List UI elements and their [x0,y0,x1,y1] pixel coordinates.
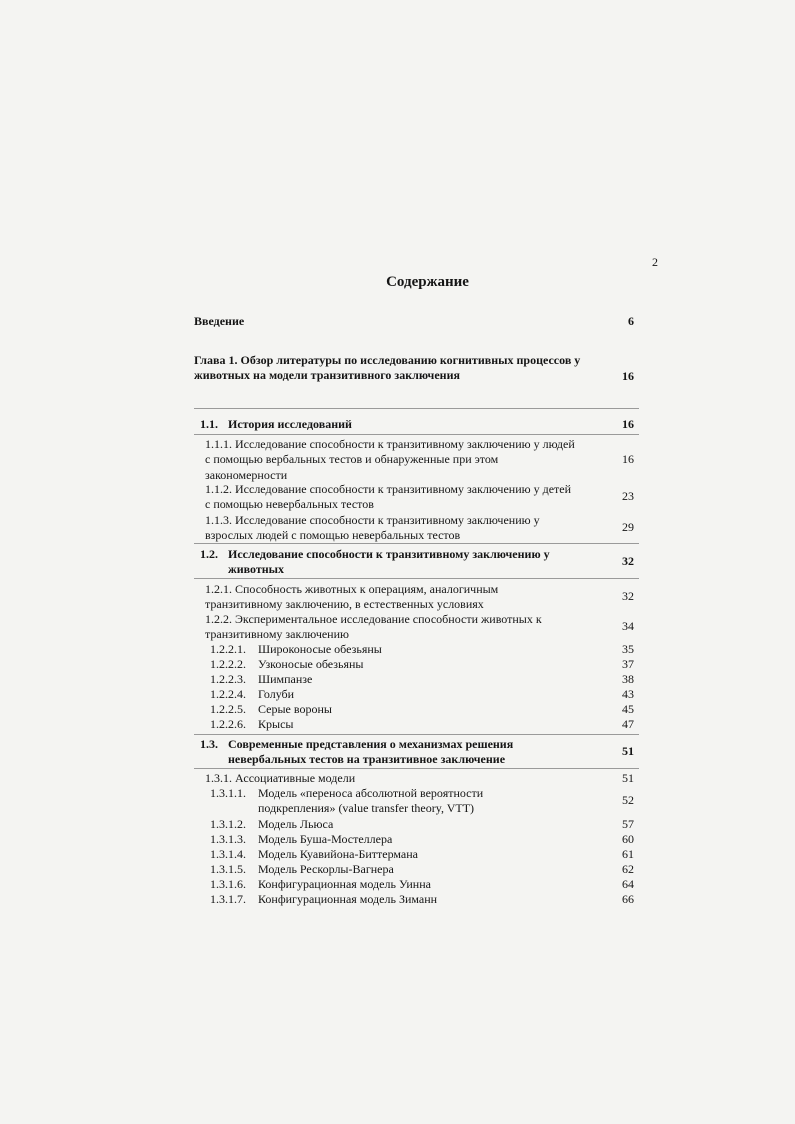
toc-entry-page: 62 [622,862,634,876]
toc-entry-text [205,771,355,786]
toc-entry-number: 1.3.1.2. [210,817,246,831]
toc-entry-number: 1.2.2.6. [210,717,246,731]
toc-entry-page: 32 [622,554,634,568]
toc-entry-page: 64 [622,877,634,891]
toc-entry-text: Голуби [258,687,295,701]
toc-entry-page: 35 [622,642,634,656]
section-divider [194,768,639,769]
toc-entry-number: 1.2.2. [205,612,232,626]
toc-entry-number: 1.1.3. [205,513,232,527]
toc-entry-number: 1.3. [200,737,218,751]
section-divider [194,578,639,579]
toc-entry-text-body: Экспериментальное исследование способности животных к транзитивному заключению [205,612,542,642]
toc-entry-text [205,513,575,544]
toc-entry-text: Современные представления о механизмах решения невербальных тестов на транзитивное заключение [228,737,514,767]
toc-entry-page: 16 [622,369,634,383]
page-number: 2 [652,255,658,269]
toc-entry-text-body: Исследование способности к транзитивному заключению у людей с помощью вербальных тестов и обнаруженные при этом закономерности [205,437,575,482]
toc-entry-page: 52 [622,793,634,807]
toc-entry-number: 1.3.1.5. [210,862,246,876]
toc-entry-page: 61 [622,847,634,861]
toc-entry-number: 1.3.1. [205,771,232,785]
toc-entry-number: 1.1. [200,417,218,431]
toc-entry-text-body: Исследование способности к транзитивному заключению у взрослых людей с помощью невербальных тестов [205,513,540,543]
toc-entry-page: 51 [622,771,634,785]
toc-entry-number: 1.2.1. [205,582,232,596]
toc-entry-text: Шимпанзе [258,672,313,686]
toc-entry-text: Введение [194,314,245,328]
toc-entry-text: Конфигурационная модель Уинна [258,877,431,891]
toc-entry-text: Конфигурационная модель Зиманн [258,892,438,906]
toc-entry-text [205,482,575,513]
toc-entry-page: 16 [622,417,634,431]
toc-entry-text: Крысы [258,717,294,731]
toc-entry-text-body: Способность животных к операциям, аналогичным транзитивному заключению, в естественных условиях [205,582,499,612]
toc-entry-text: Узконосые обезьяны [258,657,364,671]
toc-entry-text: Модель Буша-Мостеллера [258,832,393,846]
toc-entry-page: 23 [622,489,634,503]
toc-entry-page: 66 [622,892,634,906]
toc-entry-text: Серые вороны [258,702,332,716]
toc-entry-page: 6 [628,314,634,328]
toc-entry-page: 16 [622,452,634,466]
section-divider [194,408,639,409]
toc-entry-text: Широконосые обезьяны [258,642,382,656]
toc-entry-number: 1.2.2.1. [210,642,246,656]
toc-entry-page: 38 [622,672,634,686]
toc-entry-text: Исследование способности к транзитивному заключению у животных [228,547,550,577]
toc-entry-page: 60 [622,832,634,846]
toc-entry-number: 1.3.1.7. [210,892,246,906]
section-divider [194,434,639,435]
toc-title: Содержание [386,274,469,290]
toc-entry-number: 1.3.1.1. [210,786,246,800]
toc-entry-text [205,612,575,643]
toc-entry-number: 1.3.1.3. [210,832,246,846]
toc-entry-number: 1.3.1.4. [210,847,246,861]
toc-entry-number: 1.2.2.2. [210,657,246,671]
toc-entry-page: 43 [622,687,634,701]
toc-entry-text: Модель Куавийона-Биттермана [258,847,418,861]
toc-entry-text-body: Исследование способности к транзитивному заключению у детей с помощью невербальных тестов [205,482,572,512]
toc-entry-number: 1.2. [200,547,218,561]
section-divider [194,734,639,735]
toc-entry-page: 32 [622,589,634,603]
toc-entry-text: Модель «переноса абсолютной вероятности подкрепления» (value transfer theory, VTT) [258,786,484,816]
toc-entry-number: 1.2.2.3. [210,672,246,686]
toc-entry-text-body: Ассоциативные модели [235,771,356,785]
toc-entry-page: 51 [622,744,634,758]
toc-entry-number: 1.2.2.5. [210,702,246,716]
toc-entry-page: 47 [622,717,634,731]
toc-entry-number: 1.2.2.4. [210,687,246,701]
toc-entry-page: 37 [622,657,634,671]
toc-entry-text [205,437,575,483]
toc-entry-text: Глава 1. Обзор литературы по исследованию когнитивных процессов у животных на модели транзитивного заключения [194,353,581,383]
toc-entry-number: 1.3.1.6. [210,877,246,891]
toc-entry-text: Модель Льюса [258,817,334,831]
toc-entry-text [205,582,565,613]
toc-entry-number: 1.1.1. [205,437,232,451]
toc-entry-page: 29 [622,520,634,534]
toc-entry-text: История исследований [228,417,352,431]
section-divider [194,543,639,544]
toc-entry-page: 45 [622,702,634,716]
toc-entry-number: 1.1.2. [205,482,232,496]
toc-entry-text: Модель Рескорлы-Вагнера [258,862,394,876]
toc-entry-page: 34 [622,619,634,633]
toc-entry-page: 57 [622,817,634,831]
